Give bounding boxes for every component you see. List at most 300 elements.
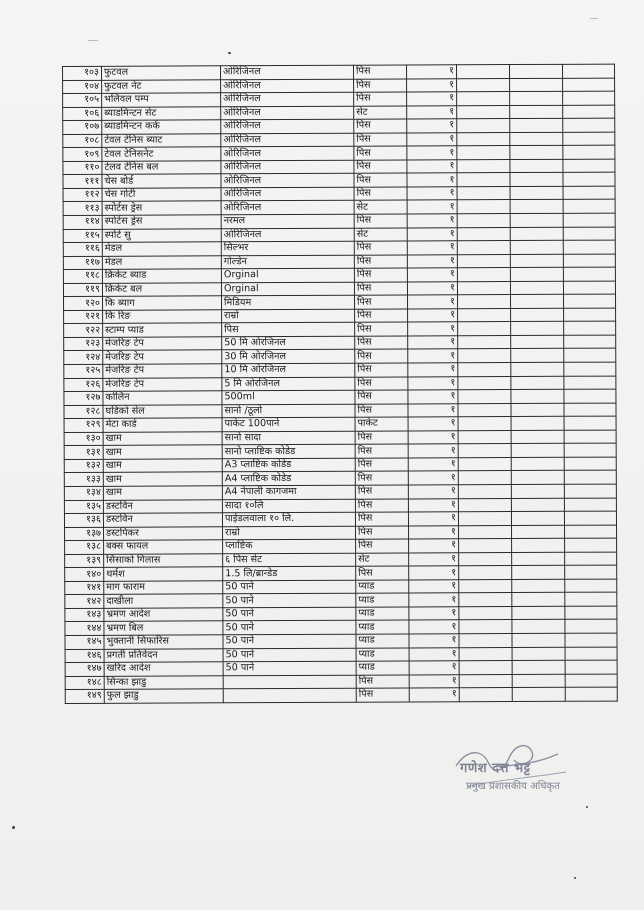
blank-cell [565,674,617,688]
unit-cell: पिस [353,65,406,79]
unit-cell: प्याड [356,593,409,607]
item-spec-cell: 50 पाने [223,648,356,662]
item-spec-cell: ओरिजिनल [221,106,354,120]
quantity-cell: १ [407,254,457,268]
unit-cell: पिस [356,566,409,580]
quantity-cell: १ [408,349,458,363]
blank-cell [458,512,511,526]
item-spec-cell: ओरिजिनल [221,187,354,201]
quantity-cell: १ [408,295,458,309]
blank-cell [511,484,564,498]
item-spec-cell: पाकेट 100पाने [222,417,355,431]
serial-number-cell: १२२ [64,324,103,338]
blank-cell [511,295,564,309]
quantity-cell: १ [409,620,459,634]
item-name-cell: डस्टविन [103,513,222,527]
blank-cell [459,674,512,688]
unit-cell: पिस [355,471,408,485]
item-name-cell: ब्याडमिन्टन सेट [102,106,221,120]
blank-cell [457,254,510,268]
item-name-cell: घडिको सेल [103,404,222,418]
quantity-cell: १ [409,688,459,702]
serial-number-cell: १३७ [65,527,104,541]
serial-number-cell: ११४ [63,215,102,229]
blank-cell [510,119,563,133]
item-name-cell: भुक्तानी सिफारिस [104,635,223,649]
blank-cell [564,376,616,390]
item-spec-cell: A4 प्लाष्टिक कोडेड [222,472,355,486]
item-name-cell: टेलव टेनिस बल [102,161,221,175]
item-name-cell: चेस गोटी [102,188,221,202]
item-spec-cell: 50 पाने [223,594,356,608]
blank-cell [510,213,563,227]
blank-cell [510,78,563,92]
blank-cell [563,267,615,281]
blank-cell [511,322,564,336]
blank-cell [563,213,615,227]
scan-speck [228,52,231,54]
item-spec-cell: पिस [222,323,355,337]
item-name-cell: मेजरिङ टेप [103,350,222,364]
serial-number-cell: १३१ [64,446,103,460]
blank-cell [563,186,615,200]
blank-cell [510,268,563,282]
item-spec-cell: ओरिजिनल [221,119,354,133]
serial-number-cell: ११७ [63,256,102,270]
quantity-cell: १ [409,539,459,553]
blank-cell [564,403,616,417]
item-spec-cell: A4 नेपाली कागजमा [222,485,355,499]
blank-cell [456,65,509,79]
item-spec-cell: Orginal [221,268,354,282]
serial-number-cell: १०९ [63,148,102,162]
blank-cell [564,430,616,444]
blank-cell [457,227,510,241]
unit-cell: पिस [355,322,408,336]
blank-cell [565,552,617,566]
item-name-cell: टेवल टेनिस ब्याट [102,134,221,148]
serial-number-cell: १४१ [65,581,104,595]
serial-number-cell: १४० [65,568,104,582]
item-name-cell: स्पोर्ट सु [102,228,221,242]
item-name-cell: फुटवल [102,66,221,80]
blank-cell [564,321,616,335]
serial-number-cell: १४२ [65,595,104,609]
blank-cell [563,159,615,173]
blank-cell [510,227,563,241]
quantity-cell: १ [407,78,457,92]
quantity-cell: १ [407,268,457,282]
blank-cell [564,362,616,376]
blank-cell [511,430,564,444]
unit-cell: पिस [354,282,407,296]
blank-cell [457,146,510,160]
blank-cell [458,349,511,363]
blank-cell [510,173,563,187]
blank-cell [457,241,510,255]
blank-cell [458,322,511,336]
unit-cell: पाकेट [355,417,408,431]
unit-cell: पिस [354,255,407,269]
blank-cell [564,470,616,484]
serial-number-cell: १२८ [64,405,103,419]
quantity-cell: १ [407,92,457,106]
item-spec-cell: 10 मि ओरजिनल [222,363,355,377]
blank-cell [511,335,564,349]
blank-cell [459,688,512,702]
quantity-cell: १ [409,674,459,688]
blank-cell [510,254,563,268]
blank-cell [565,620,617,634]
item-name-cell: खाम [103,445,222,459]
quantity-cell: १ [409,566,459,580]
unit-cell: सेट [354,200,407,214]
blank-cell [457,268,510,282]
unit-cell: सेट [354,106,407,120]
item-spec-cell: 50 मि ओरजिनल [222,336,355,350]
blank-cell [457,186,510,200]
serial-number-cell: १४५ [65,635,104,649]
unit-cell: पिस [355,431,408,445]
blank-cell [564,498,616,512]
item-spec-cell: 50 पाने [223,607,356,621]
item-spec-cell: राम्रो [223,526,356,540]
serial-number-cell: ११३ [63,202,102,216]
item-name-cell: फुटवल नेट [102,79,221,93]
quantity-cell: १ [406,65,456,79]
blank-cell [563,118,615,132]
quantity-cell: १ [409,647,459,661]
item-name-cell: स्टाम्प प्याड [103,323,222,337]
unit-cell: पिस [355,309,408,323]
signatory-name: गणेश दत्त भट्ट [460,761,531,776]
item-spec-cell: मिडियम [222,296,355,310]
item-spec-cell: सानो /ठूलो [222,404,355,418]
unit-cell: प्याड [356,580,409,594]
quantity-cell: १ [409,593,459,607]
quantity-cell: १ [407,282,457,296]
blank-cell [459,593,512,607]
item-name-cell: माग फाराम [104,581,223,595]
item-spec-cell: ओरिजिनल [221,133,354,147]
quantity-cell: १ [407,227,457,241]
serial-number-cell: १११ [63,175,102,189]
unit-cell: प्याड [356,607,409,621]
quantity-cell: १ [407,146,457,160]
blank-cell [512,687,565,701]
inventory-table-body [63,64,618,703]
blank-cell [457,78,510,92]
unit-cell: पिस [355,444,408,458]
blank-cell [511,403,564,417]
scan-speck [586,806,588,808]
blank-cell [458,335,511,349]
unit-cell: पिस [355,363,408,377]
item-name-cell: सिन्का झाडु [104,675,223,689]
blank-cell [458,430,511,444]
serial-number-cell: १२० [64,297,103,311]
blank-cell [459,620,512,634]
blank-cell [459,525,512,539]
blank-cell [458,403,511,417]
blank-cell [511,376,564,390]
blank-cell [458,308,511,322]
item-name-cell: थर्मश [104,567,223,581]
blank-cell [565,606,617,620]
item-name-cell: भ्रमण आदेश [104,608,223,622]
blank-cell [458,295,511,309]
blank-cell [458,484,511,498]
item-spec-cell [223,688,356,702]
item-name-cell: भ्रमण बिल [104,621,223,635]
item-spec-cell: ओरिजिनल [221,79,354,93]
unit-cell: पिस [354,241,407,255]
unit-cell: पिस [355,498,408,512]
blank-cell [510,132,563,146]
serial-number-cell: ११५ [63,229,102,243]
blank-cell [565,579,617,593]
scan-speck [574,877,576,879]
blank-cell [565,660,617,674]
blank-cell [512,593,565,607]
blank-cell [563,227,615,241]
serial-number-cell: १०४ [63,80,102,94]
serial-number-cell: १२६ [64,378,103,392]
blank-cell [565,525,617,539]
quantity-cell: १ [408,471,458,485]
blank-cell [512,647,565,661]
blank-cell [565,538,617,552]
scan-speck [12,826,15,829]
quantity-cell: १ [408,376,458,390]
blank-cell [459,647,512,661]
blank-cell [563,132,615,146]
blank-cell [511,308,564,322]
quantity-cell: १ [407,214,457,228]
quantity-cell: १ [407,160,457,174]
blank-cell [458,444,511,458]
blank-cell [511,444,564,458]
quantity-cell: १ [409,634,459,648]
item-spec-cell: पाईडलवाला १० लि. [222,512,355,526]
item-spec-cell: 1.5 लि/ब्रान्डेड [223,566,356,580]
item-spec-cell: 500ml [222,390,355,404]
blank-cell [510,91,563,105]
item-name-cell: भलिवल पम्प [102,93,221,107]
unit-cell: प्याड [356,648,409,662]
item-spec-cell: 50 पाने [223,621,356,635]
blank-cell [457,132,510,146]
serial-number-cell: १३९ [65,554,104,568]
serial-number-cell: १२४ [64,351,103,365]
item-spec-cell: ओरिजिनल [221,147,354,161]
blank-cell [457,119,510,133]
serial-number-cell: १२९ [64,419,103,433]
item-spec-cell: 50 पाने [223,661,356,675]
blank-cell [458,471,511,485]
blank-cell [565,647,617,661]
signature-stamp [448,736,578,798]
blank-cell [512,620,565,634]
serial-number-cell: १४३ [65,608,104,622]
unit-cell: पिस [354,173,407,187]
signatory-title: प्रमुख प्रशासकीय अधिकृत [466,781,560,792]
serial-number-cell: १२३ [64,337,103,351]
blank-cell [511,498,564,512]
unit-cell: पिस [355,458,408,472]
quantity-cell: १ [408,363,458,377]
item-spec-cell [223,675,356,689]
item-name-cell: क्रिकेट बल [102,283,221,297]
quantity-cell: १ [408,390,458,404]
serial-number-cell: १०८ [63,134,102,148]
item-spec-cell: ओरिजिनल [221,228,354,242]
quantity-cell: १ [408,431,458,445]
serial-number-cell: ११० [63,161,102,175]
blank-cell [458,457,511,471]
item-name-cell: क्रिकेट ब्याड [102,269,221,283]
blank-cell [564,335,616,349]
quantity-cell: १ [407,105,457,119]
item-name-cell: खाम [103,486,222,500]
item-spec-cell: प्लाष्टिक [223,539,356,553]
blank-cell [563,200,615,214]
blank-cell [459,634,512,648]
blank-cell [510,146,563,160]
item-name-cell: प्रगती प्रतिवेदन [104,648,223,662]
blank-cell [563,91,615,105]
blank-cell [459,661,512,675]
serial-number-cell: १२७ [64,391,103,405]
item-spec-cell: Orginal [221,282,354,296]
quantity-cell: १ [407,119,457,133]
serial-number-cell: १२५ [64,364,103,378]
blank-cell [565,633,617,647]
blank-cell [564,416,616,430]
serial-number-cell: १४७ [65,662,104,676]
blank-cell [511,389,564,403]
serial-number-cell: १०५ [63,93,102,107]
quantity-cell: १ [409,580,459,594]
blank-cell [509,64,562,78]
blank-cell [512,606,565,620]
item-name-cell: फुल झाडु [104,689,223,703]
blank-cell [458,376,511,390]
unit-cell: पिस [354,214,407,228]
unit-cell: पिस [354,187,407,201]
unit-cell: पिस [355,390,408,404]
blank-cell [565,687,617,701]
item-name-cell: मेजरिङ टेप [103,337,222,351]
unit-cell: सेट [354,228,407,242]
blank-cell [562,64,614,78]
unit-cell: पिस [354,160,407,174]
serial-number-cell: ११६ [63,242,102,256]
blank-cell [565,592,617,606]
quantity-cell: १ [409,552,459,566]
serial-number-cell: १०७ [63,121,102,135]
blank-cell [510,105,563,119]
item-spec-cell: 50 पाने [223,634,356,648]
blank-cell [512,525,565,539]
quantity-cell: १ [407,133,457,147]
blank-cell [564,443,616,457]
item-spec-cell: सानो सादा [222,431,355,445]
blank-cell [563,254,615,268]
quantity-cell: १ [407,187,457,201]
unit-cell: पिस [355,295,408,309]
scan-mark [88,40,98,41]
blank-cell [512,660,565,674]
quantity-cell: १ [408,512,458,526]
item-name-cell: मेजरिङ टेप [103,364,222,378]
item-name-cell: मेडल [102,255,221,269]
item-spec-cell: नरमल [221,214,354,228]
blank-cell [512,538,565,552]
quantity-cell: १ [408,458,458,472]
quantity-cell: १ [409,607,459,621]
quantity-cell: १ [409,661,459,675]
blank-cell [459,552,512,566]
serial-number-cell: १३४ [64,486,103,500]
blank-cell [458,390,511,404]
blank-cell [458,498,511,512]
blank-cell [563,240,615,254]
blank-cell [457,214,510,228]
blank-cell [563,145,615,159]
quantity-cell: १ [408,498,458,512]
item-spec-cell: A3 प्लाष्टिक कोडेड [222,458,355,472]
blank-cell [511,362,564,376]
quantity-cell: १ [408,336,458,350]
quantity-cell: १ [408,444,458,458]
item-name-cell: चेस बोर्ड [102,174,221,188]
blank-cell [512,552,565,566]
item-name-cell: ब्याडमिन्टन कर्क [102,120,221,134]
unit-cell: पिस [356,526,409,540]
blank-cell [458,417,511,431]
item-spec-cell: 50 पाने [223,580,356,594]
blank-cell [511,471,564,485]
unit-cell: पिस [355,349,408,363]
blank-cell [563,281,615,295]
quantity-cell: १ [407,241,457,255]
item-spec-cell: ओरिजिनल [221,92,354,106]
unit-cell: पिस [354,146,407,160]
serial-number-cell: ११९ [63,283,102,297]
item-name-cell: खाम [103,472,222,486]
unit-cell: पिस [354,79,407,93]
item-spec-cell: ६ पिस सेट [223,553,356,567]
unit-cell: पिस [355,485,408,499]
blank-cell [457,281,510,295]
inventory-table [62,64,618,704]
item-name-cell: डस्टपिकर [104,526,223,540]
unit-cell: पिस [356,675,409,689]
serial-number-cell: १४८ [65,676,104,690]
item-name-cell: कि ब्याग [103,296,222,310]
blank-cell [511,349,564,363]
serial-number-cell: ११८ [63,270,102,284]
serial-number-cell: १२१ [64,310,103,324]
blank-cell [459,539,512,553]
serial-number-cell: १३३ [64,473,103,487]
serial-number-cell: १३६ [64,513,103,527]
item-name-cell: कि रिङ [103,310,222,324]
item-spec-cell: ओरिजिनल [221,160,354,174]
blank-cell [511,417,564,431]
blank-cell [459,579,512,593]
